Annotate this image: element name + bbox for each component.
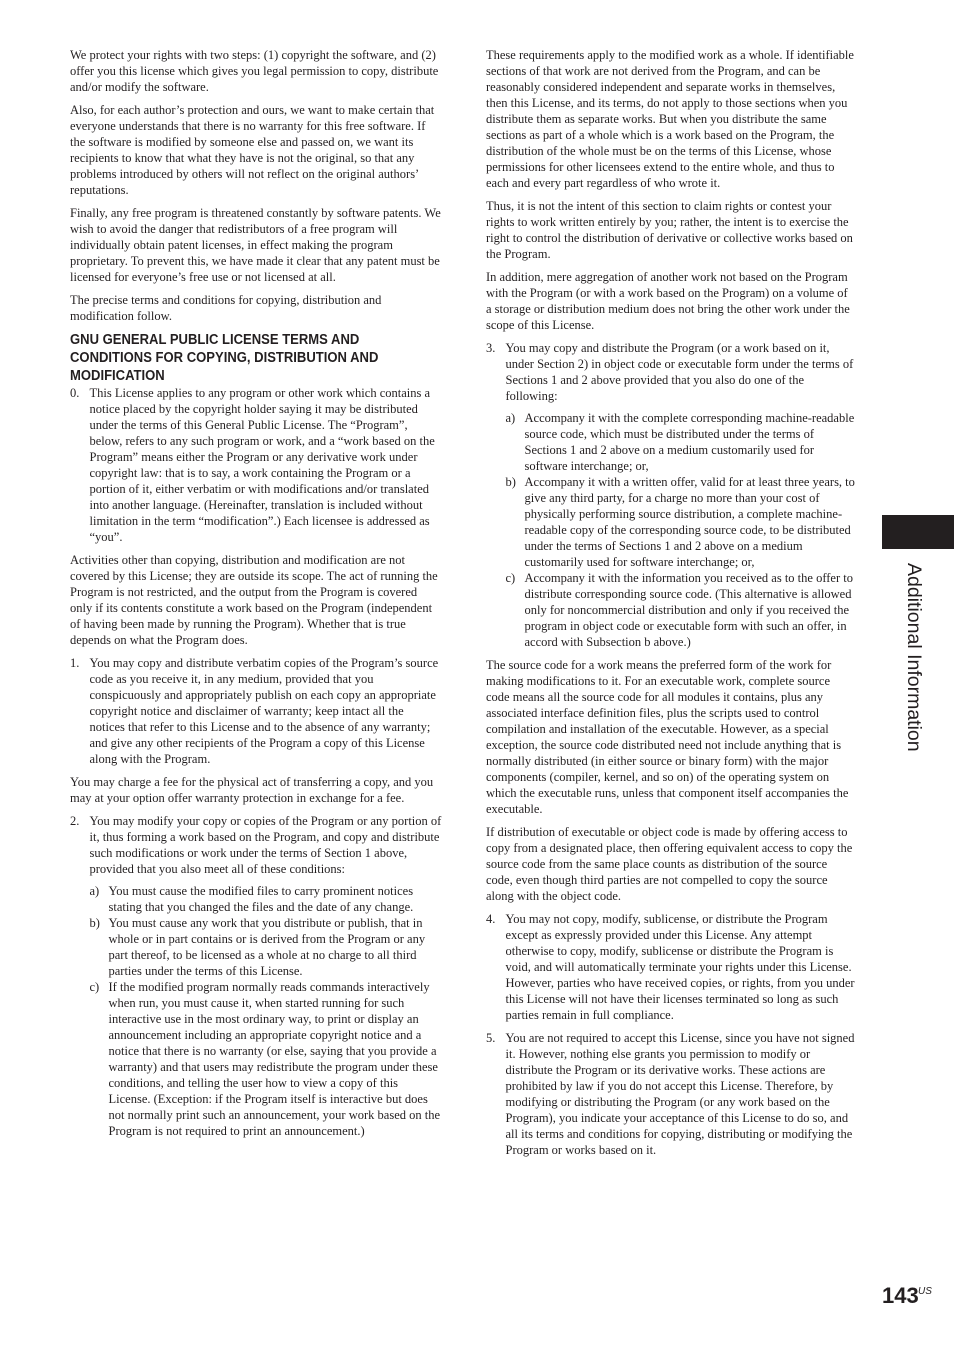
sub-clause-c — [90, 979, 443, 1139]
sub-clause-c — [506, 570, 857, 650]
body-paragraph: In addition, mere aggregation of another work not based on the Program with the Program (or with a work based on the Program) on a volume of a storage or distribution medium does not bring the other work under the scope of this License. — [486, 270, 850, 332]
clause-text: This License applies to any program or other work which contains a notice placed by the copyright holder saying it may be distributed under the terms of this General Public License. The “Program”, below, refers to any such program or work, and a “work based on the Program” means either the Program or any derivative work under copyright law: that is to say, a work containing the Program or a portion of it, either verbatim or with modifications and/or translated into another language. (Hereinafter, translation is included without limitation in the term “modification”.) Each licensee is addressed as “you”. — [89, 386, 435, 544]
sub-clause-list — [506, 410, 857, 650]
clause-text: You may copy and distribute verbatim copies of the Program’s source code as you receive it, in any medium, provided that you conspicuously and appropriately publish on each copy an appropriate copyright notice and disclaimer of warranty; keep intact all the notices that refer to this License and to the absence of any warranty; and give any other recipients of the Program a copy of this License along with the Program. — [89, 656, 439, 766]
sub-clause-text: Accompany it with the information you received as to the offer to distribute corresponding source code. (This alternative is allowed only for noncommercial distribution and only if you received the program in object code or executable form with such an offer, in accord with Subsection b above.) — [524, 571, 853, 649]
right-column — [486, 47, 856, 1165]
sub-clause-marker: c) — [89, 980, 100, 994]
body-paragraph: If distribution of executable or object code is made by offering access to copy from a designated place, then offering equivalent access to copy the source code from the same place counts as distribution of the source code, even though third parties are not compelled to copy the source along with the object code. — [486, 825, 853, 903]
clause-text: You may not copy, modify, sublicense, or distribute the Program except as expressly provided under this License. Any attempt otherwise to copy, modify, sublicense or distribute the Program is void, and will automatically terminate your rights under this License. However, parties who have received copies, or rights, from you under this License will not have their licenses terminated so long as such parties remain in full compliance. — [505, 912, 855, 1022]
section-tab-marker — [882, 515, 954, 549]
clause-2 — [70, 813, 442, 1139]
body-paragraph: Activities other than copying, distribution and modification are not covered by this License; they are outside its scope. The act of running the Program is not restricted, and the output from the Program is covered only if its contents constitute a work based on the Program (independent of having been made by running the Program). Whether that is true depends on what the Program does. — [70, 553, 438, 647]
sub-clause-marker: c) — [505, 571, 516, 585]
clause-marker: 3. — [486, 341, 496, 355]
clause-0 — [70, 385, 442, 545]
body-paragraph: The source code for a work means the preferred form of the work for making modifications to it. For an executable work, complete source code means all the source code for all modules it contains, plus any associated interface definition files, plus the scripts used to control compilation and installation of the executable. However, as a special exception, the source code distributed need not include anything that is normally distributed (in either source or binary form) with the major components (compiler, kernel, and so on) of the operating system on which the executable runs, unless that component itself accompanies the executable. — [486, 658, 849, 816]
clause-text: You may copy and distribute the Program (or a work based on it, under Section 2) in object code or executable form under the terms of Sections 1 and 2 above provided that you also do one of the following: — [505, 341, 854, 403]
page-number: 143 — [882, 1283, 919, 1308]
sub-clause-marker: b) — [89, 916, 100, 930]
section-tab-text: Additional Information — [903, 563, 925, 752]
section-tab-label — [903, 563, 925, 783]
clause-text: You are not required to accept this License, since you have not signed it. However, nothing else grants you permission to modify or distribute the Program or its derivative works. These actions are prohibited by law if you do not accept this License. Therefore, by modifying or distributing the Program (or any work based on the Program), you indicate your acceptance of this License to do so, and all its terms and conditions for copying, distributing or modifying the Program or works based on it. — [505, 1031, 855, 1157]
sub-clause-b — [90, 915, 443, 979]
clause-marker: 1. — [70, 656, 80, 670]
intro-paragraph-3: Finally, any free program is threatened constantly by software patents. We wish to avoid the danger that redistributors of a free program will individually obtain patent licenses, in effect making the program proprietary. To prevent this, we have made it clear that any patent must be licensed for everyone’s free use or not licensed at all. — [70, 206, 441, 284]
clause-text: You may modify your copy or copies of the Program or any portion of it, thus forming a work based on the Program, and copy and distribute such modifications or work under the terms of Section 1 above, provided that you also meet all of these conditions: — [89, 814, 442, 876]
clause-marker: 2. — [70, 814, 80, 828]
clause-1 — [70, 655, 442, 767]
sub-clause-a — [506, 410, 857, 474]
sub-clause-a — [90, 883, 443, 915]
page-number-suffix: US — [918, 1286, 932, 1297]
sub-clause-list — [90, 883, 443, 1139]
clause-3 — [486, 340, 856, 650]
intro-paragraph-4: The precise terms and conditions for copying, distribution and modification follow. — [70, 293, 382, 323]
sub-clause-b — [506, 474, 857, 570]
clause-marker: 0. — [70, 386, 80, 400]
clause-5 — [486, 1030, 856, 1158]
intro-paragraph-2: Also, for each author’s protection and ours, we want to make certain that everyone understands that there is no warranty for this free software. If the software is modified by someone else and passed on, we want its recipients to know that what they have is not the original, so that any problems introduced by others will not reflect on the original authors’ reputations. — [70, 103, 435, 197]
body-paragraph: You may charge a fee for the physical act of transferring a copy, and you may at your option offer warranty protection in exchange for a fee. — [70, 775, 434, 805]
left-column — [70, 47, 442, 1146]
intro-paragraph-1: We protect your rights with two steps: (1) copyright the software, and (2) offer you this license which gives you legal permission to copy, distribute and/or modify the software. — [70, 48, 439, 94]
sub-clause-marker: a) — [505, 411, 516, 425]
sub-clause-marker: a) — [89, 884, 100, 898]
section-heading: GNU GENERAL PUBLIC LICENSE TERMS AND CONDITIONS FOR COPYING, DISTRIBUTION AND MODIFICATION — [70, 332, 379, 384]
clause-marker: 4. — [486, 912, 496, 926]
body-paragraph: Thus, it is not the intent of this section to claim rights or contest your rights to work written entirely by you; rather, the intent is to exercise the right to control the distribution of derivative or collective works based on the Program. — [486, 199, 853, 261]
sub-clause-text: You must cause the modified files to carry prominent notices stating that you changed the files and the date of any change. — [108, 884, 414, 914]
clause-marker: 5. — [486, 1031, 496, 1045]
sub-clause-text: Accompany it with a written offer, valid for at least three years, to give any third party, for a charge no more than your cost of physically performing source distribution, a complete machine-readable copy of the corresponding source code, to be distributed under the terms of Sections 1 and 2 above on a medium customarily used for software interchange; or, — [524, 475, 855, 569]
clause-4 — [486, 911, 856, 1023]
sub-clause-marker: b) — [505, 475, 516, 489]
body-paragraph: These requirements apply to the modified work as a whole. If identifiable sections of that work are not derived from the Program, and can be reasonably considered independent and separate works in themselves, then this License, and its terms, do not apply to those sections when you distribute them as separate works. But when you distribute the same sections as part of a whole which is a work based on the Program, the distribution of the whole must be on the terms of this License, whose permissions for other licensees extend to the entire whole, and thus to each and every part regardless of who wrote it. — [486, 48, 854, 190]
sub-clause-text: You must cause any work that you distribute or publish, that in whole or in part contains or is derived from the Program or any part thereof, to be licensed as a whole at no charge to all third parties under the terms of this License. — [108, 916, 426, 978]
sub-clause-text: Accompany it with the complete corresponding machine-readable source code, which must be distributed under the terms of Sections 1 and 2 above on a medium customarily used for software interchange; or, — [524, 411, 855, 473]
sub-clause-text: If the modified program normally reads commands interactively when run, you must cause it, when started running for such interactive use in the most ordinary way, to print or display an announcement including an appropriate copyright notice and a notice that there is no warranty (or else, saying that you provide a warranty) and that users may redistribute the program under these conditions, and telling the user how to view a copy of this License. (Exception: if the Program itself is interactive but does not normally print such an announcement, your work based on the Program is not required to print an announcement.) — [108, 980, 441, 1138]
